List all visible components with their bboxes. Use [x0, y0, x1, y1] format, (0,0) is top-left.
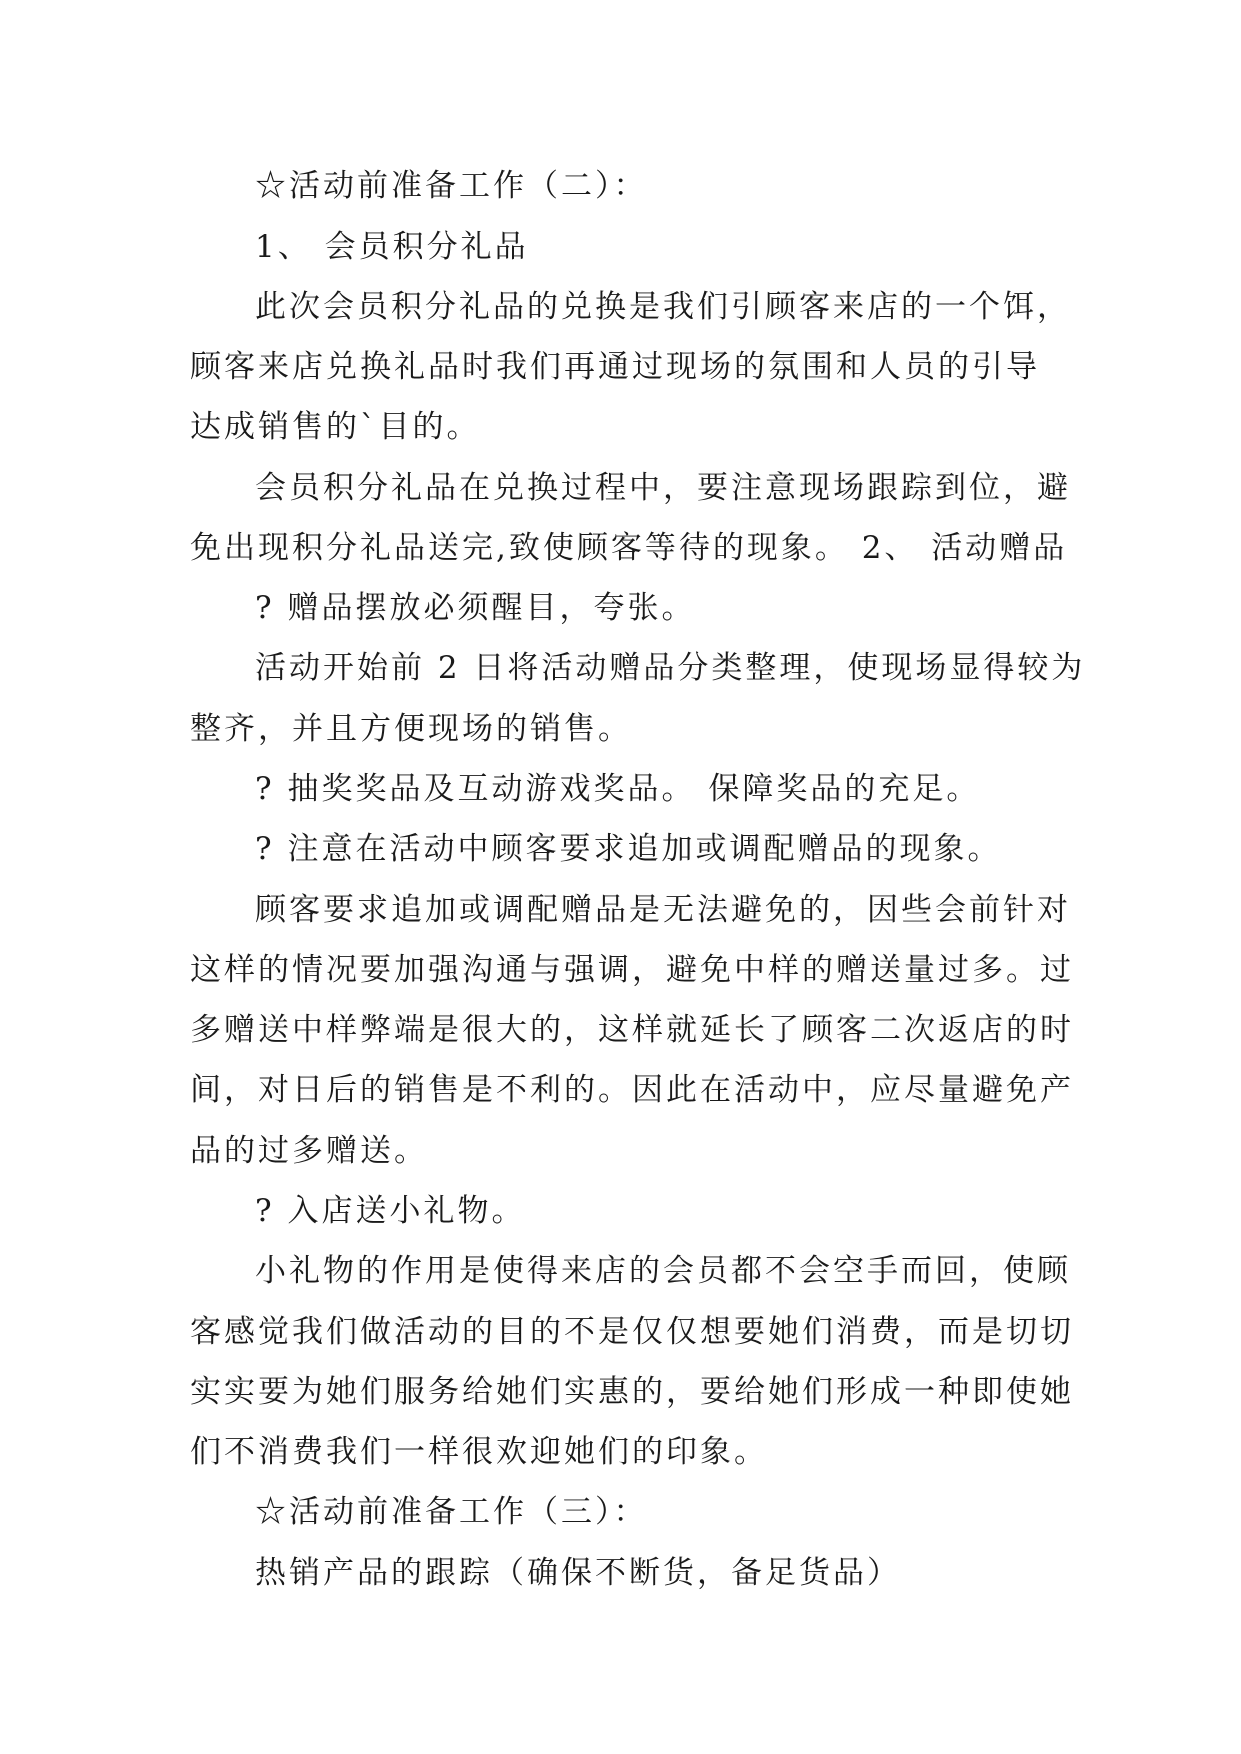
- paragraph-line: 热销产品的跟踪（确保不断货，备足货品）: [255, 1555, 901, 1591]
- paragraph-line: 多赠送中样弊端是很大的，这样就延长了顾客二次返店的时: [190, 1012, 1074, 1048]
- bullet-line: ? 抽奖奖品及互动游戏奖品。 保障奖品的充足。: [255, 771, 981, 807]
- bullet-line: ? 入店送小礼物。: [255, 1193, 526, 1229]
- paragraph-line: 达成销售的`目的。: [190, 409, 481, 445]
- item-heading-1: 1、 会员积分礼品: [255, 229, 529, 265]
- bullet-line: ? 赠品摆放必须醒目，夸张。: [255, 590, 696, 626]
- paragraph-line: 此次会员积分礼品的兑换是我们引顾客来店的一个饵，: [255, 289, 1071, 325]
- paragraph-line: 小礼物的作用是使得来店的会员都不会空手而回，使顾: [255, 1253, 1071, 1289]
- paragraph-line: 这样的情况要加强沟通与强调，避免中样的赠送量过多。过: [190, 952, 1074, 988]
- paragraph-line: 间，对日后的销售是不利的。因此在活动中，应尽量避免产: [190, 1072, 1074, 1108]
- paragraph-line: 品的过多赠送。: [190, 1133, 428, 1169]
- paragraph-line: 顾客来店兑换礼品时我们再通过现场的氛围和人员的引导: [190, 349, 1040, 385]
- paragraph-line: 顾客要求追加或调配赠品是无法避免的，因些会前针对: [255, 892, 1071, 928]
- bullet-line: ? 注意在活动中顾客要求追加或调配赠品的现象。: [255, 831, 1002, 867]
- paragraph-line: 们不消费我们一样很欢迎她们的印象。: [190, 1434, 768, 1470]
- section-heading-3: ☆活动前准备工作（三）：: [255, 1494, 648, 1530]
- paragraph-line: 客感觉我们做活动的目的不是仅仅想要她们消费，而是切切: [190, 1314, 1074, 1350]
- paragraph-line: 免出现积分礼品送完,致使顾客等待的现象。 2、 活动赠品: [190, 530, 1068, 566]
- paragraph-line: 会员积分礼品在兑换过程中，要注意现场跟踪到位，避: [255, 470, 1071, 506]
- section-heading-2: ☆活动前准备工作（二）：: [255, 168, 648, 204]
- paragraph-line: 实实要为她们服务给她们实惠的，要给她们形成一种即使她: [190, 1374, 1074, 1410]
- paragraph-line: 活动开始前 2 日将活动赠品分类整理，使现场显得较为: [255, 650, 1086, 686]
- paragraph-line: 整齐，并且方便现场的销售。: [190, 711, 632, 747]
